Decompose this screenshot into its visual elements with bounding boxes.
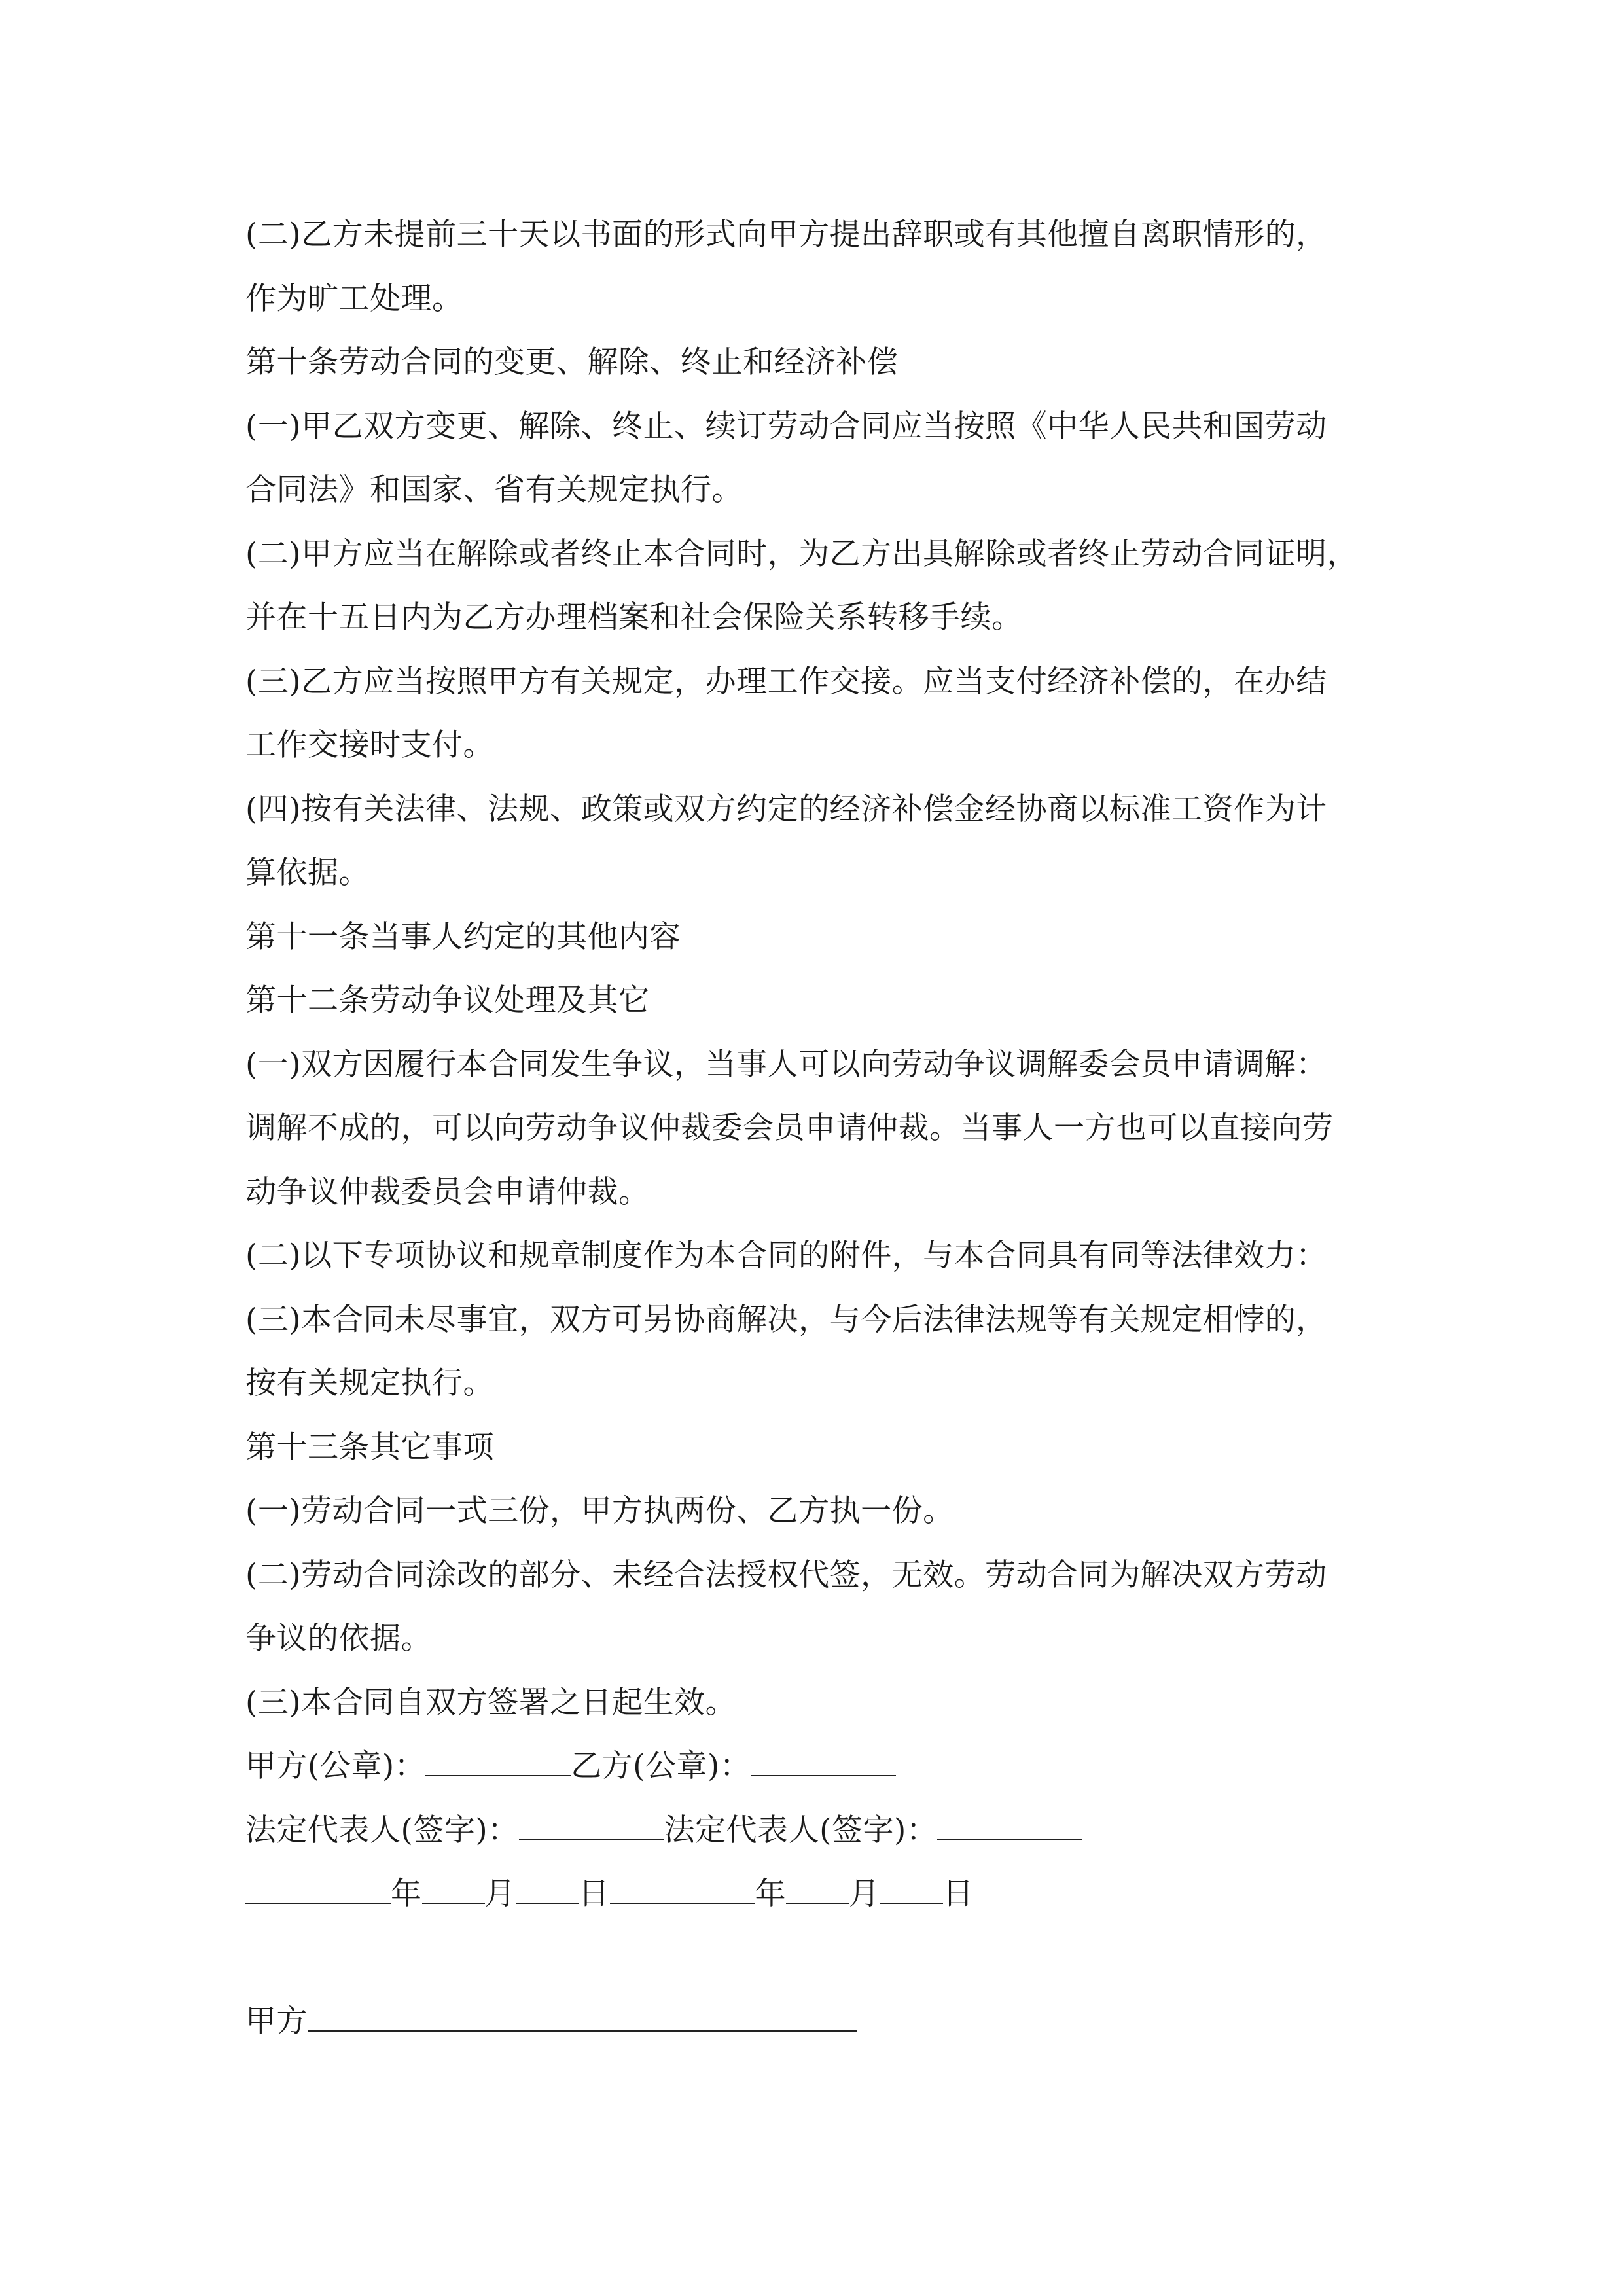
text-line: 调解不成的，可以向劳动争议仲裁委会员申请仲裁。当事人一方也可以直接向劳 [245, 1110, 1334, 1146]
party-a-seal-label: 甲方(公章)： [245, 1748, 426, 1784]
text-line: 并在十五日内为乙方办理档案和社会保险关系转移手续。 [245, 600, 1023, 636]
party-b-seal-label: 乙方(公章)： [571, 1748, 751, 1784]
text-line: (三)本合同未尽事宜，双方可另协商解决，与今后法律法规等有关规定相悖的， [245, 1301, 1327, 1338]
date-line [245, 1862, 1397, 1926]
month-b-blank[interactable] [786, 1876, 849, 1904]
day-b-blank[interactable] [880, 1876, 943, 1904]
text-line: 工作交接时支付。 [245, 727, 494, 763]
year-a-blank[interactable] [245, 1876, 391, 1904]
year-label: 年 [391, 1876, 422, 1912]
document-body [245, 203, 1397, 2054]
month-label: 月 [484, 1876, 516, 1912]
party-a-blank[interactable] [308, 2004, 857, 2032]
text-line: (二)甲方应当在解除或者终止本合同时，为乙方出具解除或者终止劳动合同证明， [245, 535, 1359, 572]
rep-a-blank[interactable] [519, 1813, 664, 1840]
rep-b-label: 法定代表人(签字)： [664, 1812, 938, 1848]
text-line: 按有关规定执行。 [245, 1365, 494, 1401]
rep-a-label: 法定代表人(签字)： [245, 1812, 519, 1848]
month-a-blank[interactable] [422, 1876, 485, 1904]
text-line: (二)以下专项协议和规章制度作为本合同的附件，与本合同具有同等法律效力： [245, 1238, 1327, 1274]
section-heading: 第十一条当事人约定的其他内容 [245, 918, 681, 955]
section-heading: 第十三条其它事项 [245, 1429, 494, 1465]
party-a-line [245, 1990, 1397, 2054]
text-line: 算依据。 [245, 855, 370, 891]
party-b-seal-blank[interactable] [751, 1749, 896, 1776]
text-line: (一)甲乙双方变更、解除、终止、续订劳动合同应当按照《中华人民共和国劳动 [245, 408, 1327, 444]
text-line: (二)劳动合同涂改的部分、未经合法授权代签，无效。劳动合同为解决双方劳动 [245, 1556, 1327, 1593]
text-line: 争议的依据。 [245, 1621, 432, 1657]
section-heading: 第十二条劳动争议处理及其它 [245, 982, 650, 1018]
spacer [245, 1926, 1397, 1990]
text-line: (二)乙方未提前三十天以书面的形式向甲方提出辞职或有其他擅自离职情形的， [245, 217, 1327, 253]
section-heading: 第十条劳动合同的变更、解除、终止和经济补偿 [245, 344, 899, 380]
representative-line [245, 1799, 1397, 1863]
text-line: (一)双方因履行本合同发生争议，当事人可以向劳动争议调解委会员申请调解： [245, 1046, 1327, 1083]
party-a-seal-blank[interactable] [425, 1749, 571, 1776]
day-label: 日 [942, 1876, 974, 1912]
text-line: 动争议仲裁委员会申请仲裁。 [245, 1174, 650, 1210]
text-line: 合同法》和国家、省有关规定执行。 [245, 472, 743, 508]
year-b-blank[interactable] [610, 1876, 755, 1904]
day-a-blank[interactable] [516, 1876, 579, 1904]
party-a-label: 甲方 [245, 2003, 308, 2039]
rep-b-blank[interactable] [937, 1813, 1082, 1840]
month-label: 月 [849, 1876, 880, 1912]
text-line: 作为旷工处理。 [245, 280, 463, 317]
text-line: (四)按有关法律、法规、政策或双方约定的经济补偿金经协商以标准工资作为计 [245, 791, 1327, 827]
text-line: (一)劳动合同一式三份，甲方执两份、乙方执一份。 [245, 1493, 954, 1529]
seal-line [245, 1734, 1397, 1799]
day-label: 日 [579, 1876, 610, 1912]
text-line: (三)本合同自双方签署之日起生效。 [245, 1684, 737, 1721]
year-label: 年 [755, 1876, 786, 1912]
text-line: (三)乙方应当按照甲方有关规定，办理工作交接。应当支付经济补偿的，在办结 [245, 663, 1327, 700]
